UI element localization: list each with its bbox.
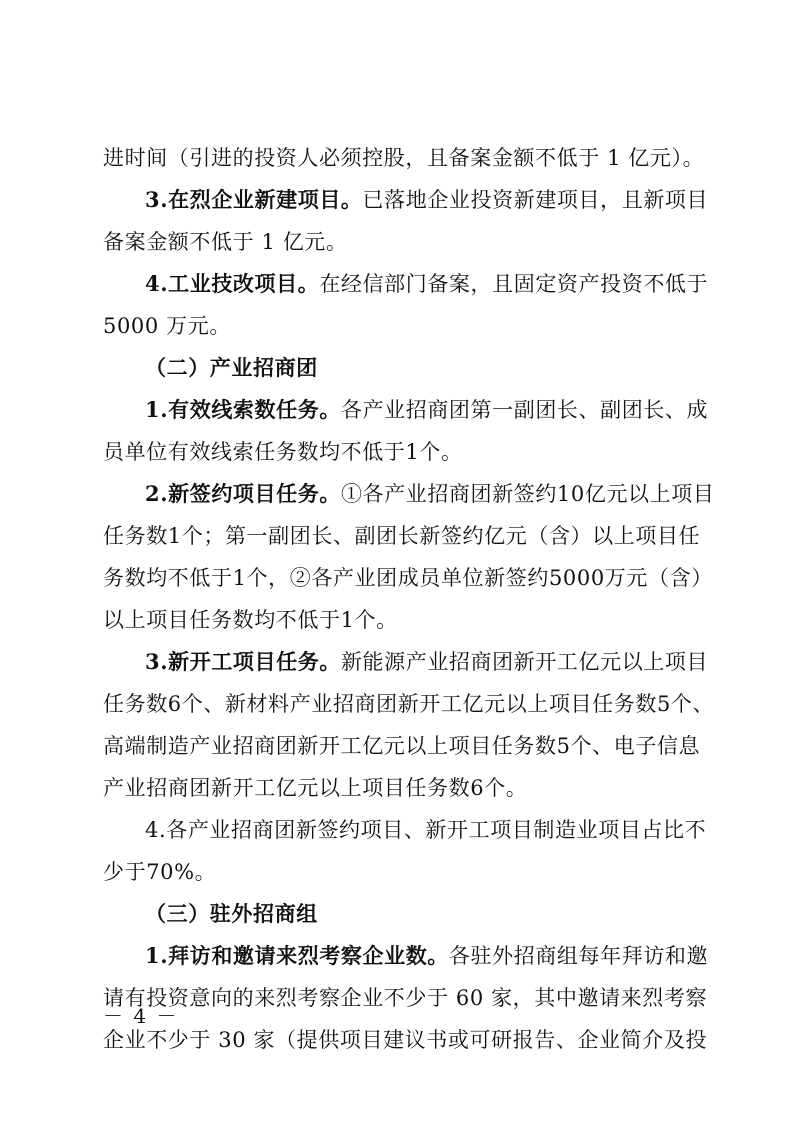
text-line: 请有投资意向的来烈考察企业不少于 60 家，其中邀请来烈考察 [103, 986, 708, 1010]
text-line: 2.新签约项目任务。①各产业招商团新签约10亿元以上项目 [145, 481, 715, 506]
text-line: 务数均不低于1个，②各产业团成员单位新签约5000万元（含） [103, 566, 713, 590]
text-line: 任务数1个；第一副团长、副团长新签约亿元（含）以上项目任 [103, 524, 701, 548]
text-line: 企业不少于 30 家（提供项目建议书或可研报告、企业简介及投 [103, 1028, 708, 1052]
text-line: 5000 万元。 [103, 314, 231, 338]
document-body [103, 137, 715, 1061]
page-number: － 4 － [103, 1004, 179, 1028]
text-line: 备案金额不低于 1 亿元。 [103, 230, 348, 254]
text-line: 少于70%。 [103, 860, 217, 884]
text-line: 进时间（引进的投资人必须控股，且备案金额不低于 1 亿元）。 [103, 146, 705, 170]
text-line: 产业招商团新开工亿元以上项目任务数6个。 [103, 776, 528, 800]
text-line: 高端制造产业招商团新开工亿元以上项目任务数5个、电子信息 [103, 734, 701, 758]
text-line: 3.新开工项目任务。新能源产业招商团新开工亿元以上项目 [145, 649, 709, 674]
text-line: 员单位有效线索任务数均不低于1个。 [103, 440, 463, 464]
text-line: 1.有效线索数任务。各产业招商团第一副团长、副团长、成 [145, 397, 709, 422]
section-heading: （三）驻外招商组 [145, 901, 318, 926]
text-line: 4.工业技改项目。在经信部门备案，且固定资产投资不低于 [145, 271, 709, 296]
section-heading: （二）产业招商团 [145, 355, 318, 380]
text-line: 1.拜访和邀请来烈考察企业数。各驻外招商组每年拜访和邀 [145, 943, 709, 968]
text-line: 3.在烈企业新建项目。已落地企业投资新建项目，且新项目 [145, 187, 709, 212]
text-line: 以上项目任务数均不低于1个。 [103, 608, 398, 632]
text-line: 4.各产业招商团新签约项目、新开工项目制造业项目占比不 [145, 818, 707, 842]
text-line: 任务数6个、新材料产业招商团新开工亿元以上项目任务数5个、 [103, 692, 715, 716]
